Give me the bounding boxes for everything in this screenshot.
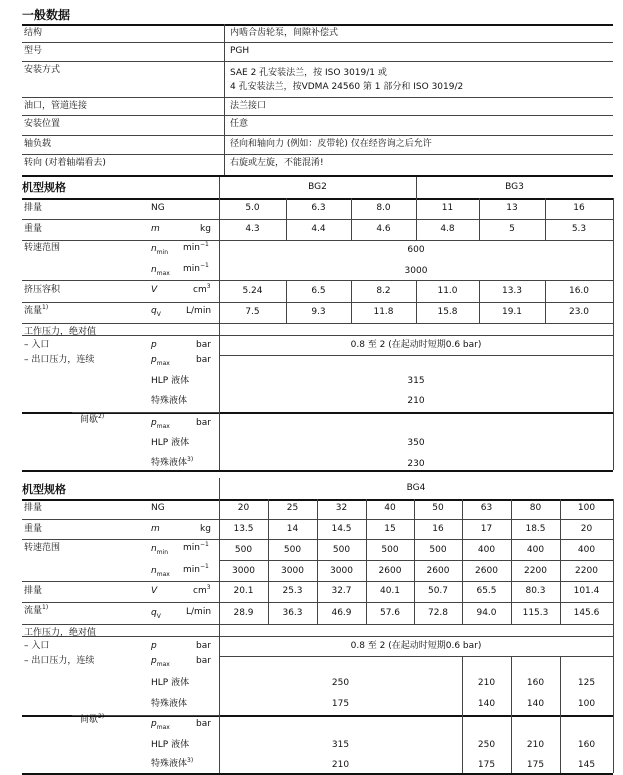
rule-line <box>22 175 613 177</box>
pmax-symbol-sub: max <box>156 359 170 367</box>
cont-hlp-value: 315 <box>407 376 425 386</box>
flow-value: 11.8 <box>373 307 394 317</box>
general-value: 任意 <box>230 119 249 129</box>
column-divider <box>219 240 220 280</box>
hlp-label: HLP 液体 <box>151 678 190 688</box>
weight-value: 17 <box>480 524 493 534</box>
disp-value: 16 <box>573 203 585 213</box>
volume-value: 13.3 <box>501 286 523 296</box>
flow-value: 7.5 <box>245 307 260 317</box>
column-divider <box>613 499 614 624</box>
rule-line <box>22 219 613 220</box>
v-symbol-main: V <box>151 586 158 596</box>
nmin-symbol-sub: min <box>156 548 169 556</box>
rule-line <box>22 24 613 26</box>
column-divider <box>613 624 614 773</box>
flow-label-sup: 1) <box>42 604 49 611</box>
disp-value: 25 <box>286 503 299 513</box>
general-value: 内啮合齿轮泵，间隙补偿式 <box>230 28 339 38</box>
volume-value: 32.7 <box>331 586 352 596</box>
nmin-symbol-main: n <box>151 244 157 254</box>
column-divider <box>286 198 287 240</box>
nmin-value: 400 <box>577 545 596 555</box>
disp-label: 排量 <box>24 203 43 213</box>
general-title: 一般数据 <box>22 8 71 22</box>
pmax-symbol-main: p <box>151 418 157 428</box>
qv-symbol-main: q <box>151 608 157 618</box>
hlp-label: HLP 液体 <box>151 438 190 448</box>
column-divider <box>351 198 352 240</box>
v-symbol <box>151 587 157 596</box>
general-value: 右旋或左旋，不能混淆! <box>230 158 324 168</box>
inlet-label: – 入口 <box>24 641 50 651</box>
mass-symbol-main: m <box>151 524 160 534</box>
general-label: 轴负载 <box>24 139 52 149</box>
inlet-value: 0.8 至 2 (在起动时短期0.6 bar) <box>350 641 482 651</box>
nmin-symbol <box>151 545 168 554</box>
special-fluid-label-main: 特殊液体 <box>151 458 188 468</box>
special-fluid-label-sup: 3) <box>187 456 194 463</box>
intermittent-label <box>80 413 105 425</box>
nmax-symbol-sub: max <box>156 570 170 578</box>
rpm-unit-main: min <box>183 565 200 575</box>
cm3-unit-sup: 3 <box>206 584 211 591</box>
rule-line <box>22 302 613 303</box>
cont-special-value: 140 <box>526 699 545 709</box>
mass-symbol <box>151 525 160 534</box>
rule-line <box>219 355 613 356</box>
column-divider <box>560 499 561 624</box>
column-divider <box>511 656 512 773</box>
rule-line <box>22 42 613 43</box>
intermittent-label-sup: 2) <box>98 713 105 720</box>
nmin-symbol-main: n <box>151 544 157 554</box>
general-value: 法兰接口 <box>230 101 267 111</box>
cont-special-value: 140 <box>477 699 496 709</box>
disp-value: 32 <box>335 503 348 513</box>
cont-special-value: 210 <box>407 396 425 406</box>
qv-symbol <box>151 609 161 618</box>
int-special-value: 175 <box>477 760 496 770</box>
pmax-symbol-main: p <box>151 719 157 729</box>
rule-line <box>219 560 613 561</box>
nmax-symbol <box>151 567 170 576</box>
pmax-symbol-sub: max <box>156 422 170 430</box>
column-divider <box>268 499 269 624</box>
bar-unit: bar <box>196 719 211 729</box>
disp-value: 6.3 <box>311 203 326 213</box>
cm3-unit-main: cm <box>193 586 207 596</box>
disp-value: 11 <box>441 203 454 213</box>
pmax-symbol <box>151 356 170 365</box>
pmax-symbol-main: p <box>151 656 157 666</box>
column-divider <box>219 177 220 198</box>
cont-hlp-value: 210 <box>477 678 496 688</box>
general-label: 安装位置 <box>24 119 61 129</box>
disp-value: 8.0 <box>376 203 391 213</box>
nmin-value: 400 <box>526 545 545 555</box>
weight-value: 14.5 <box>331 524 352 534</box>
intermittent-label-sup: 2) <box>98 413 105 420</box>
nmin-value: 500 <box>381 545 399 555</box>
p-symbol <box>151 341 157 350</box>
cm3-unit-main: cm <box>193 285 207 295</box>
weight-value: 5 <box>509 224 515 234</box>
displacement-label: 排量 <box>24 586 43 596</box>
volume-value: 5.24 <box>242 286 263 296</box>
weight-value: 16 <box>432 524 444 534</box>
intermittent-label-main: 间歇 <box>80 415 99 425</box>
bar-unit: bar <box>196 340 211 350</box>
column-divider <box>351 280 352 323</box>
weight-value: 5.3 <box>571 224 587 234</box>
nmax-value: 2600 <box>378 566 402 576</box>
column-divider <box>219 499 220 624</box>
work-pressure-label: 工作压力，绝对值 <box>24 628 97 638</box>
rule-line <box>22 61 613 62</box>
bar-unit: bar <box>196 418 211 428</box>
bar-unit: bar <box>196 355 211 365</box>
cont-hlp-value: 160 <box>526 678 545 688</box>
hlp-label: HLP 液体 <box>151 740 190 750</box>
flow-value: 19.1 <box>501 307 523 317</box>
rule-line <box>22 198 613 200</box>
lmin-unit: L/min <box>186 306 212 316</box>
flow-value: 72.8 <box>427 608 449 618</box>
work-pressure-label: 工作压力，绝对值 <box>24 327 97 337</box>
mass-symbol <box>151 225 160 234</box>
t1-title: 机型规格 <box>22 181 66 194</box>
general-label: 油口，管道连接 <box>24 101 88 111</box>
cm3-unit-sup: 3 <box>206 283 211 290</box>
weight-value: 13.5 <box>233 524 254 534</box>
column-divider <box>219 478 220 499</box>
outlet-label: – 出口压力，连续 <box>24 355 95 365</box>
weight-value: 14 <box>286 524 299 534</box>
weight-value: 15 <box>384 524 396 534</box>
cont-hlp-value: 125 <box>577 678 596 688</box>
flow-value: 145.6 <box>573 608 600 618</box>
volume-value: 25.3 <box>282 586 303 596</box>
qv-symbol-sub: V <box>156 612 161 620</box>
volume-value: 11.0 <box>437 286 458 296</box>
group-header-bg2: BG2 <box>308 182 327 192</box>
rule-line <box>22 280 613 281</box>
disp-value: 100 <box>577 503 596 513</box>
nmax-value: 3000 <box>404 266 428 276</box>
volume-label: 挤压容积 <box>24 285 61 295</box>
int-hlp-value: 315 <box>331 740 350 750</box>
weight-label: 重量 <box>24 224 43 234</box>
column-divider <box>613 280 614 323</box>
nmax-symbol-main: n <box>151 566 157 576</box>
column-divider <box>219 323 220 470</box>
column-divider <box>219 280 220 323</box>
cont-special-value: 100 <box>577 699 596 709</box>
nmax-value: 2200 <box>575 566 598 576</box>
volume-value: 6.5 <box>311 286 326 296</box>
rule-line <box>22 240 613 241</box>
lmin-unit: L/min <box>186 607 212 617</box>
volume-value: 65.5 <box>476 586 497 596</box>
qv-symbol-sub: V <box>156 310 161 318</box>
mass-symbol-main: m <box>151 224 160 234</box>
disp-value: 80 <box>529 503 542 513</box>
pmax-symbol-main: p <box>151 355 157 365</box>
special-fluid-label <box>151 456 194 468</box>
nmax-value: 2600 <box>426 566 450 576</box>
special-fluid-label <box>151 757 194 769</box>
cont-hlp-value: 250 <box>331 678 350 688</box>
volume-value: 16.0 <box>568 286 590 296</box>
nmin-value: 400 <box>477 545 496 555</box>
volume-value: 8.2 <box>376 286 391 296</box>
rule-line <box>72 412 219 413</box>
column-divider <box>560 656 561 773</box>
general-value: SAE 2 孔安装法兰，按 ISO 3019/1 或 <box>230 68 387 78</box>
general-value: PGH <box>230 46 250 56</box>
int-hlp-value: 160 <box>577 740 596 750</box>
weight-value: 4.8 <box>440 224 455 234</box>
nmin-value: 500 <box>429 545 447 555</box>
rpm-unit-sup: −1 <box>199 563 209 570</box>
bar-unit: bar <box>196 656 211 666</box>
cm3-unit <box>193 584 211 596</box>
ng-symbol: NG <box>151 503 165 513</box>
flow-value: 94.0 <box>476 608 497 618</box>
disp-value: 40 <box>384 503 396 513</box>
column-divider <box>479 280 480 323</box>
t2-title: 机型规格 <box>22 483 66 496</box>
disp-value: 5.0 <box>245 203 260 213</box>
rule-line <box>22 323 613 324</box>
rule-line <box>22 97 613 98</box>
qv-symbol <box>151 307 161 316</box>
rpm-unit-sup: −1 <box>199 262 209 269</box>
special-fluid-label: 特殊液体 <box>151 396 188 406</box>
inlet-value: 0.8 至 2 (在起动时短期0.6 bar) <box>350 340 482 350</box>
nmax-value: 3000 <box>330 566 353 576</box>
disp-value: 50 <box>432 503 444 513</box>
flow-value: 36.3 <box>282 608 303 618</box>
rpm-unit-sup: −1 <box>199 541 209 548</box>
rpm-unit <box>183 241 209 253</box>
nmin-value: 600 <box>407 245 425 255</box>
column-divider <box>219 198 220 240</box>
column-divider <box>462 656 463 773</box>
nmin-symbol-sub: min <box>156 248 169 256</box>
pmax-symbol <box>151 720 170 729</box>
nmax-symbol <box>151 266 170 275</box>
weight-value: 20 <box>580 524 593 534</box>
flow-value: 57.6 <box>379 608 401 618</box>
kg-unit: kg <box>200 524 211 534</box>
disp-value: 13 <box>506 203 518 213</box>
outlet-label: – 出口压力，连续 <box>24 656 95 666</box>
volume-value: 20.1 <box>233 586 254 596</box>
flow-value: 28.9 <box>233 608 254 618</box>
volume-value: 101.4 <box>573 586 600 596</box>
flow-label-sup: 1) <box>42 304 49 311</box>
nmin-value: 500 <box>332 545 351 555</box>
group-header-bg4: BG4 <box>406 483 426 493</box>
weight-value: 4.4 <box>311 224 326 234</box>
column-divider <box>613 240 614 280</box>
flow-value: 115.3 <box>522 608 549 618</box>
general-label: 安装方式 <box>24 65 61 75</box>
flow-value: 46.9 <box>331 608 352 618</box>
flow-label <box>24 304 49 316</box>
volume-value: 50.7 <box>427 586 449 596</box>
int-special-value: 230 <box>407 459 425 469</box>
int-hlp-value: 350 <box>407 438 425 448</box>
column-divider <box>511 499 512 624</box>
nmax-symbol-main: n <box>151 265 157 275</box>
column-divider <box>414 499 415 624</box>
pmax-symbol-sub: max <box>156 660 170 668</box>
special-fluid-label-sup: 3) <box>187 757 194 764</box>
column-divider <box>416 177 417 198</box>
flow-label <box>24 604 49 616</box>
weight-value: 4.3 <box>245 224 260 234</box>
group-header-bg3: BG3 <box>505 182 524 192</box>
column-divider <box>224 24 225 175</box>
weight-label: 重量 <box>24 524 43 534</box>
disp-value: 20 <box>237 503 250 513</box>
column-divider <box>479 198 480 240</box>
v-symbol <box>151 286 157 295</box>
flow-label-main: 流量 <box>24 306 43 316</box>
column-divider <box>219 624 220 773</box>
rule-line <box>22 115 613 116</box>
rule-line <box>22 135 613 136</box>
nmax-value: 3000 <box>232 566 255 576</box>
column-divider <box>545 280 546 323</box>
column-divider <box>317 499 318 624</box>
pmax-symbol-sub: max <box>156 723 170 731</box>
general-value: 径向和轴向力 (例如：皮带轮) 仅在经咨询之后允许 <box>230 139 432 149</box>
nmax-value: 2600 <box>475 566 498 576</box>
column-divider <box>613 198 614 240</box>
nmax-value: 2200 <box>524 566 547 576</box>
hlp-label: HLP 液体 <box>151 376 190 386</box>
column-divider <box>462 499 463 624</box>
pmax-symbol <box>151 657 170 666</box>
general-value-2: 4 孔安装法兰，按VDMA 24560 第 1 部分和 ISO 3019/2 <box>230 82 464 92</box>
special-fluid-label: 特殊液体 <box>151 699 188 709</box>
cont-special-value: 175 <box>331 699 350 709</box>
nmax-value: 3000 <box>281 566 304 576</box>
intermittent-label <box>80 713 105 725</box>
disp-value: 63 <box>480 503 493 513</box>
rpm-unit <box>183 262 209 274</box>
rule-line <box>22 154 613 155</box>
rule-line <box>22 636 613 637</box>
flow-value: 23.0 <box>568 307 590 317</box>
inlet-label: – 入口 <box>24 340 50 350</box>
special-fluid-label-main: 特殊液体 <box>151 759 188 769</box>
int-special-value: 175 <box>526 760 545 770</box>
int-special-value: 210 <box>331 760 350 770</box>
speed-label: 转速范围 <box>24 543 61 553</box>
p-symbol <box>151 642 157 651</box>
p-symbol-main: p <box>151 340 157 350</box>
rpm-unit-main: min <box>183 543 200 553</box>
int-hlp-value: 210 <box>526 740 545 750</box>
flow-label-main: 流量 <box>24 606 43 616</box>
rpm-unit-sup: −1 <box>199 241 209 248</box>
cm3-unit <box>193 283 211 295</box>
qv-symbol-main: q <box>151 306 157 316</box>
pmax-symbol <box>151 419 170 428</box>
nmin-value: 500 <box>234 545 253 555</box>
nmin-symbol <box>151 245 168 254</box>
int-hlp-value: 250 <box>477 740 496 750</box>
general-label: 型号 <box>24 46 43 56</box>
nmin-value: 500 <box>283 545 302 555</box>
rule-line <box>22 470 613 472</box>
rpm-unit <box>183 563 209 575</box>
rule-line <box>22 335 613 336</box>
p-symbol-main: p <box>151 641 157 651</box>
volume-value: 40.1 <box>379 586 401 596</box>
rpm-unit-main: min <box>183 243 200 253</box>
bar-unit: bar <box>196 641 211 651</box>
weight-value: 4.6 <box>376 224 391 234</box>
rpm-unit-main: min <box>183 264 200 274</box>
disp-label: 排量 <box>24 503 43 513</box>
intermittent-label-main: 间歇 <box>80 715 99 725</box>
column-divider <box>613 323 614 470</box>
general-label: 结构 <box>24 28 43 38</box>
flow-value: 9.3 <box>311 307 326 317</box>
nmax-symbol-sub: max <box>156 269 170 277</box>
column-divider <box>545 198 546 240</box>
rpm-unit <box>183 541 209 553</box>
speed-label: 转速范围 <box>24 243 61 253</box>
int-special-value: 145 <box>577 760 596 770</box>
kg-unit: kg <box>200 224 211 234</box>
v-symbol-main: V <box>151 285 158 295</box>
volume-value: 80.3 <box>525 586 546 596</box>
flow-value: 15.8 <box>437 307 458 317</box>
column-divider <box>286 280 287 323</box>
column-divider <box>366 499 367 624</box>
general-label: 转向 (对着轴端看去) <box>24 158 106 168</box>
rule-line <box>219 656 613 657</box>
ng-symbol: NG <box>151 203 165 213</box>
weight-value: 18.5 <box>525 524 546 534</box>
rule-line <box>22 624 613 625</box>
